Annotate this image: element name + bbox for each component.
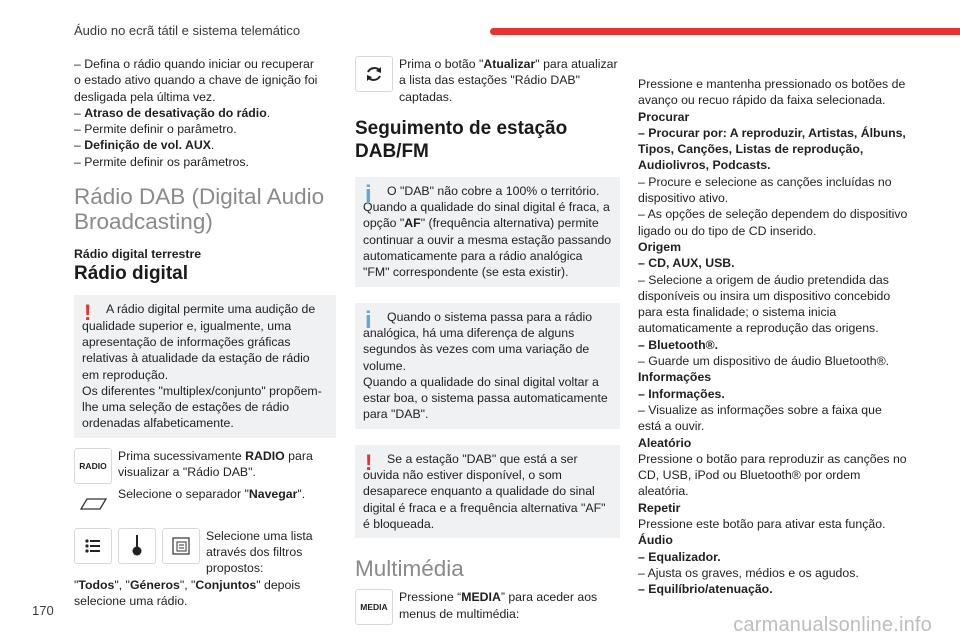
warning-icon: !	[84, 300, 92, 326]
procurar-desc-1: – Procure e selecione as canções incluídas no dispositivo ativo.	[638, 174, 892, 206]
info-note-analog-switch	[355, 303, 620, 429]
repetir-heading: Repetir	[638, 500, 681, 515]
dab-subheading: Rádio digital terrestre	[74, 247, 202, 262]
warning-icon: !	[365, 449, 373, 475]
info-icon: i	[365, 306, 372, 334]
intro-line-2: o estado ativo quando a chave de ignição foi	[74, 73, 318, 88]
navigate-tab-icon[interactable]	[74, 486, 112, 522]
refresh-icon[interactable]	[355, 56, 393, 92]
aleatorio-desc: Pressione o botão para reproduzir as canções no CD, USB, iPod ou Bluetooth® por ordem aleatória.	[638, 451, 907, 499]
procurar-heading: Procurar	[638, 109, 690, 124]
setting-aux-volume: – Definição de vol. AUX.	[74, 138, 215, 153]
media-button-icon[interactable]: MEDIA	[355, 589, 393, 625]
multimedia-heading: Multimédia	[355, 556, 464, 582]
informacoes-option: – Informações.	[638, 386, 725, 401]
refresh-step	[355, 56, 620, 105]
warning-note-digital-radio	[74, 295, 336, 437]
filters-text-line1: Selecione uma lista através dos filtros propostos:	[206, 528, 313, 576]
media-step-text: Pressione “MEDIA” para aceder aos menus de multimédia:	[399, 590, 598, 621]
media-step	[355, 589, 620, 625]
audio-heading: Áudio	[638, 533, 673, 548]
info-note-dab-coverage	[355, 177, 620, 287]
navigate-step-text: Selecione o separador "Navegar".	[118, 486, 306, 501]
origem-desc: – Selecione a origem de áudio pretendida das disponíveis ou insira um dispositivo concebido para esta finalidade; o sistema inicia automaticamente a reprodução das origens.	[638, 272, 891, 336]
setting-aux-volume-desc: – Permite definir os parâmetros.	[74, 154, 249, 169]
procurar-desc-2: – As opções de seleção dependem do dispositivo ligado ou do tipo de CD inserido.	[638, 207, 908, 238]
column-1	[74, 56, 336, 609]
watermark: carmanualsonline.info	[733, 614, 932, 636]
radio-step	[74, 448, 336, 484]
navigate-step	[74, 486, 336, 522]
ensemble-icon[interactable]	[162, 528, 200, 564]
warning-note-station-unavailable	[355, 445, 620, 538]
station-follow-heading: Seguimento de estação DAB/FM	[355, 117, 568, 162]
radio-button-icon[interactable]: RADIO	[74, 448, 112, 484]
info-note-coverage-text: O "DAB" não cobre a 100% o território. Quando a qualidade do sinal digital é fraca, a opção "AF" (frequência alternativa) permite continuar a ouvir a mesma estação passando automaticamente para a rádio analógica "FM" correspondente (se esta existir).	[363, 183, 612, 280]
balance-option: – Equilíbrio/atenuação.	[638, 582, 773, 597]
column-3	[638, 76, 908, 598]
warning-note-unavailable-text: Se a estação "DAB" que está a ser ouvida não estiver disponível, o som desaparece enquanto a qualidade do sinal digital é fraca e a frequência alternativa "AF" é bloqueada.	[363, 451, 606, 531]
intro-line-3: desligada pela última vez.	[74, 89, 216, 104]
bluetooth-option: – Bluetooth®.	[638, 337, 719, 352]
intro-line-1: – Defina o rádio quando iniciar ou recuperar	[74, 57, 314, 71]
info-note-switch-text: Quando o sistema passa para a rádio analógica, há uma diferença de alguns segundos às vezes com uma variação de volume. Quando a qualidade do sinal digital voltar a estar boa, o sistema passa automaticamente para "DAB".	[363, 309, 608, 422]
equalizer-option: – Equalizador.	[638, 549, 721, 564]
equalizer-desc: – Ajusta os graves, médios e os agudos.	[638, 565, 859, 580]
origem-heading: Origem	[638, 239, 682, 254]
aleatorio-heading: Aleatório	[638, 435, 692, 450]
informacoes-heading: Informações	[638, 370, 712, 385]
info-icon: i	[365, 180, 372, 208]
origem-options: – CD, AUX, USB.	[638, 256, 735, 271]
informacoes-desc: – Visualize as informações sobre a faixa que está a ouvir.	[638, 402, 882, 434]
press-hold-text: Pressione e mantenha pressionado os botões de avanço ou recuo rápido da faixa selecionada.	[638, 77, 906, 108]
setting-radio-off-delay-desc: – Permite definir o parâmetro.	[74, 122, 237, 137]
radio-step-text: Prima sucessivamente RADIO para visualizar a "Rádio DAB".	[118, 448, 313, 480]
page-header-title: Áudio no ecrã tátil e sistema telemático	[74, 23, 301, 38]
page-number: 170	[32, 603, 54, 618]
warning-note-text: A rádio digital permite uma audição de qualidade superior e, igualmente, uma apresentação de informações gráficas relativas à atualidade da estação de rádio em reprodução. Os diferentes "multiplex/conjunto" propõem-lhe uma seleção de estações de rádio ordenadas alfabeticamente.	[82, 302, 322, 431]
filters-text-line2: "Todos", "Géneros", "Conjuntos" depois selecione uma rádio.	[74, 577, 301, 608]
guitar-icon[interactable]	[118, 528, 156, 564]
bluetooth-desc: – Guarde um dispositivo de áudio Bluetooth®.	[638, 354, 890, 369]
header-accent-bar	[490, 28, 960, 35]
digital-radio-heading: Rádio digital	[74, 263, 188, 285]
dab-heading: Rádio DAB (Digital Audio Broadcasting)	[74, 184, 325, 235]
setting-radio-off-delay: – Atraso de desativação do rádio.	[74, 105, 271, 120]
repetir-desc: Pressione este botão para ativar esta função.	[638, 517, 886, 532]
refresh-step-text: Prima o botão "Atualizar" para atualizar a lista das estações "Rádio DAB" captadas.	[399, 57, 618, 104]
procurar-options: – Procurar por: A reproduzir, Artistas, Álbuns, Tipos, Canções, Listas de reprodução, Audiolivros, Podcasts.	[638, 125, 906, 173]
list-icon[interactable]	[74, 528, 112, 564]
column-2	[355, 56, 620, 631]
filters-step	[74, 528, 336, 577]
